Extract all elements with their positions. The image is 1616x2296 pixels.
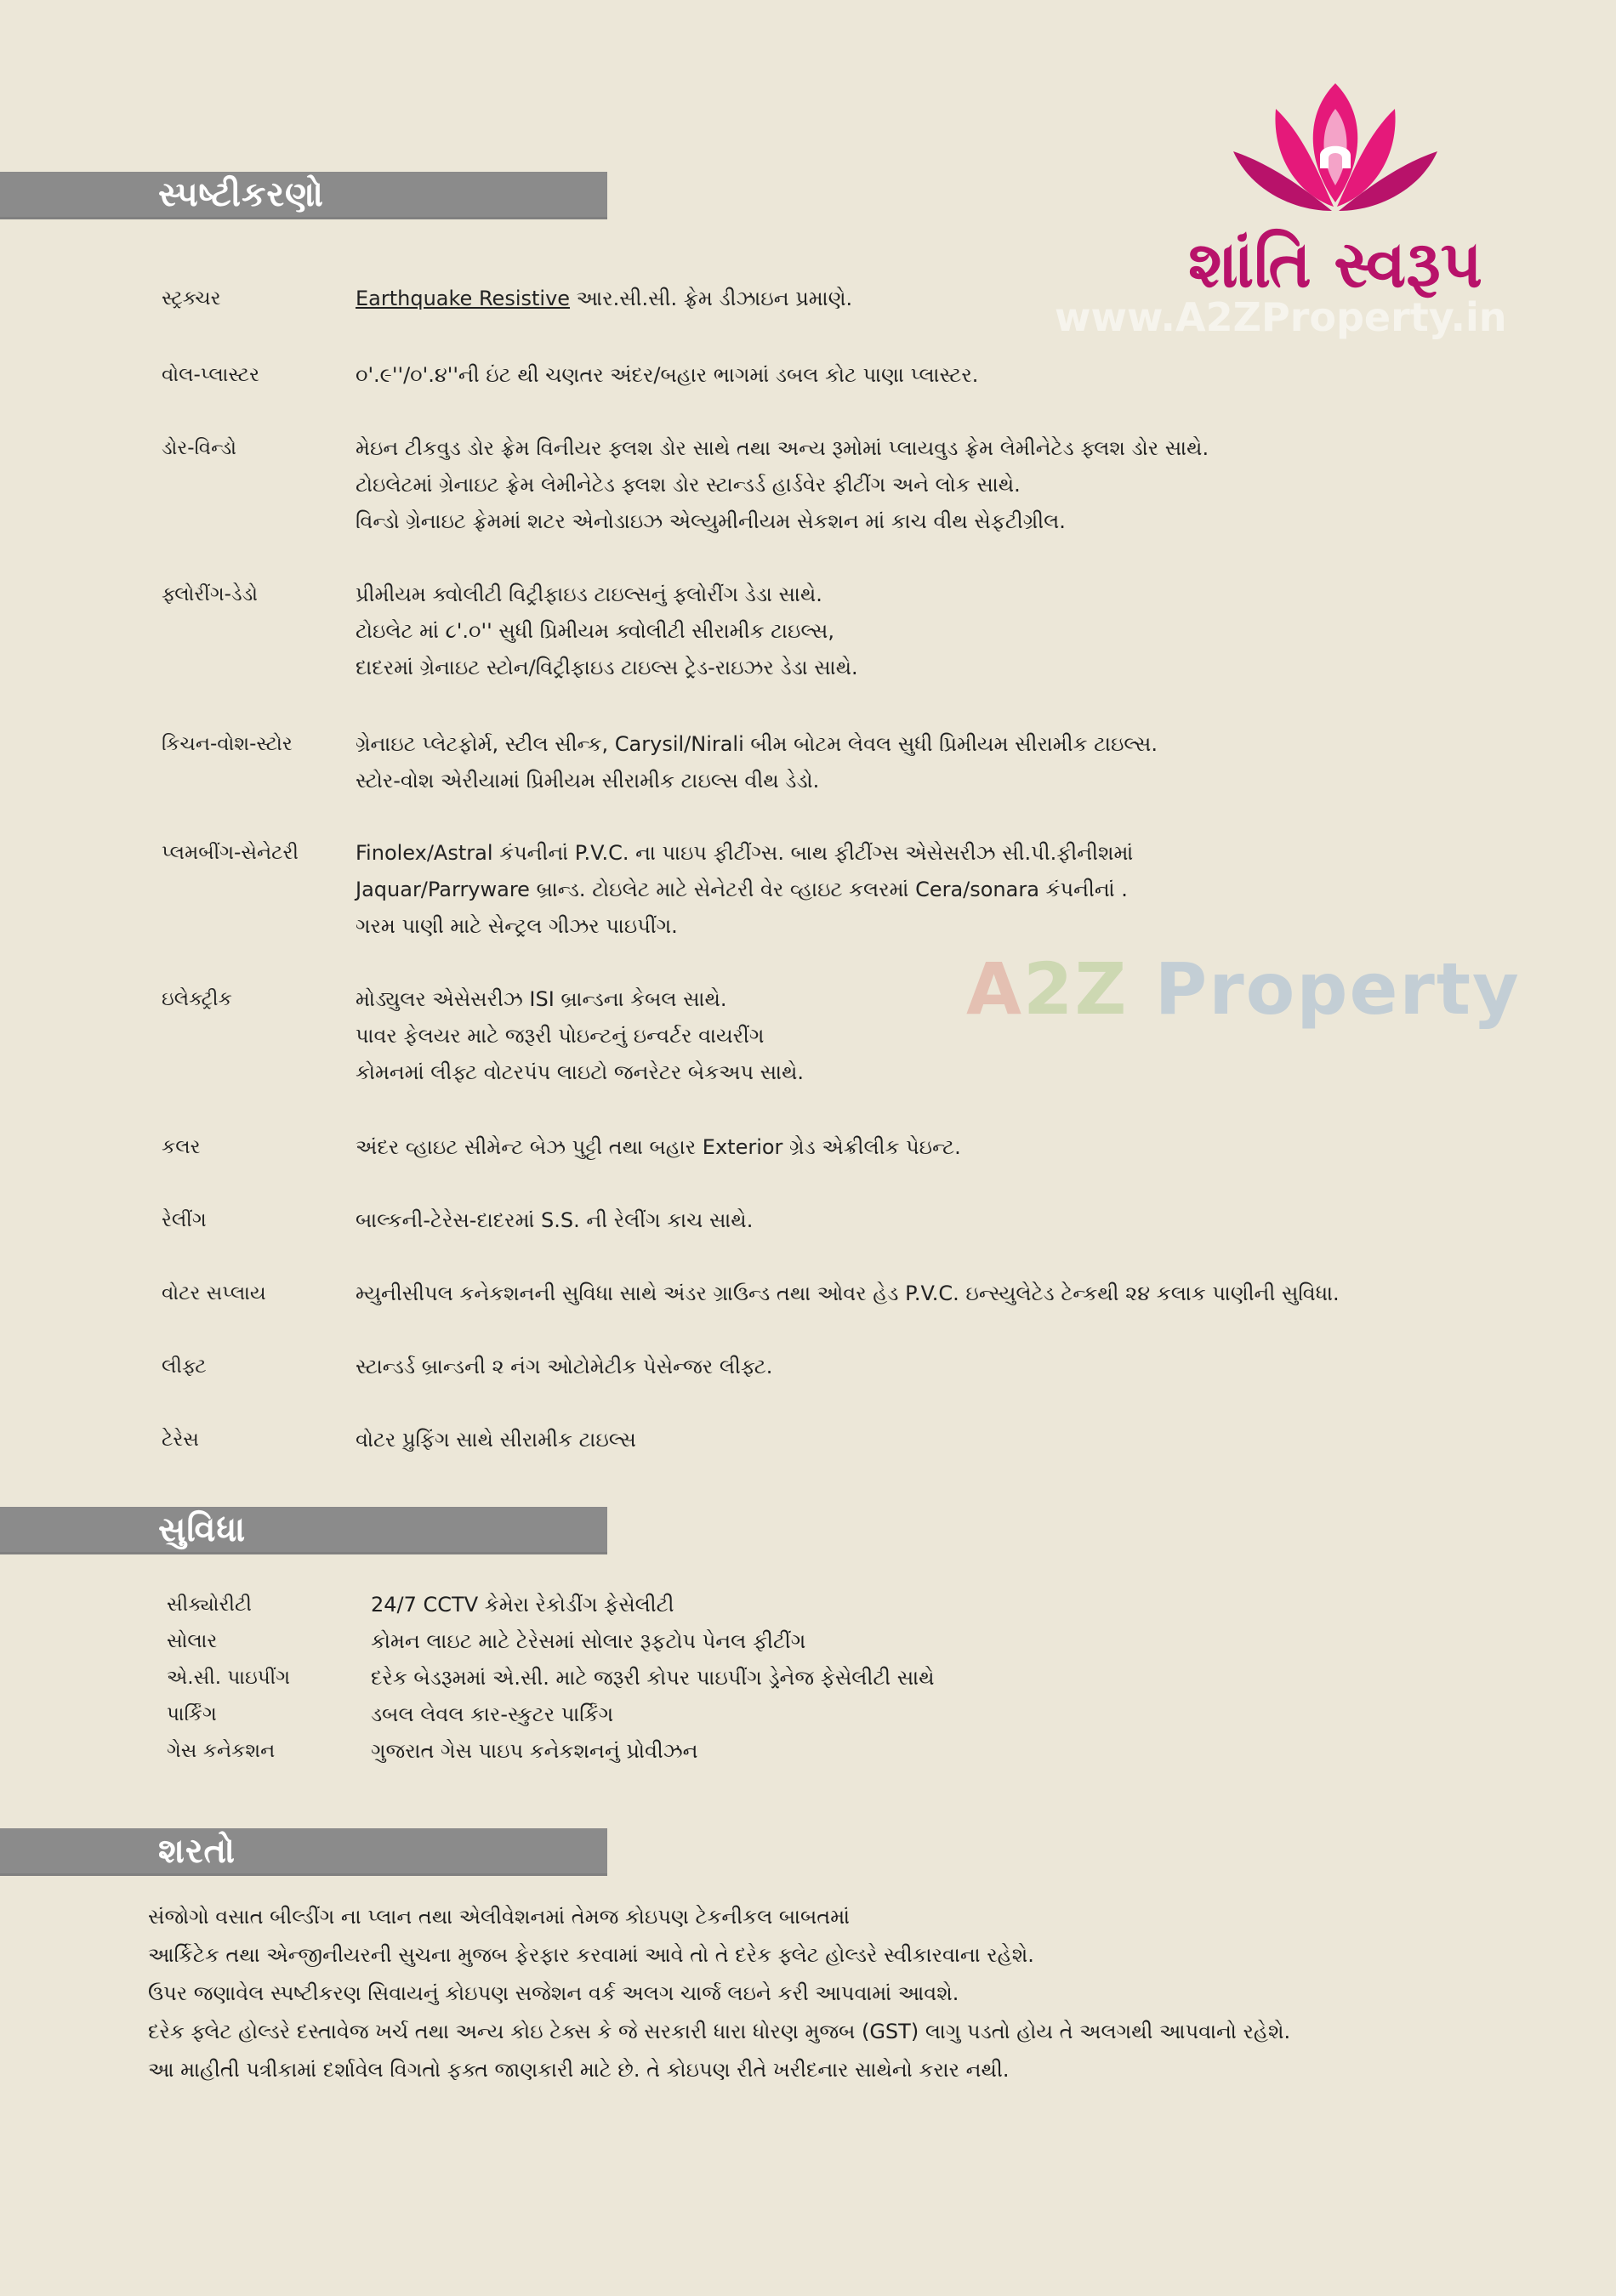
- spec-label: કલર: [162, 1136, 201, 1158]
- spec-line: ગ્રેનાઇટ પ્લેટફોર્મ, સ્ટીલ સીન્ક, Carysil/Nirali બીમ બોટમ લેવલ સુધી પ્રિમીયમ સીરામીક ટાઇલ્સ.: [356, 732, 1158, 756]
- terms-list: [148, 1898, 1577, 2089]
- spec-line: Jaquar/Parryware બ્રાન્ડ. ટોઇલેટ માટે સેનેટરી વેર વ્હાઇટ કલરમાં Cera/sonara કંપનીનાં .: [356, 878, 1128, 901]
- terms-section-title: શરતો: [158, 1832, 236, 1871]
- terms-line: દરેક ફ્લેટ હોલ્ડરે દસ્તાવેજ ખર્ચ તથા અન્ય કોઇ ટેક્સ કે જે સરકારી ધારા ધોરણ મુજબ (GST) લાગુ પડતો હોય તે અલગથી આપવાનો રહેશે.: [148, 2020, 1291, 2043]
- specs-section-header: [0, 172, 607, 219]
- spec-line: વિન્ડો ગ્રેનાઇટ ફ્રેમમાં શટર એનોડાઇઝ એલ્યુમીનીયમ સેકશન માં કાચ વીથ સેફટીગ્રીલ.: [356, 509, 1066, 533]
- spec-value: [356, 357, 1563, 394]
- terms-line: ઉપર જણાવેલ સ્પષ્ટીકરણ સિવાયનું કોઇપણ સજેશન વર્ક અલગ ચાર્જ લઇને કરી આપવામાં આવશે.: [148, 1981, 959, 2005]
- spec-line: Earthquake Resistive: [356, 287, 571, 310]
- spec-value: [356, 1349, 1563, 1385]
- spec-line: Finolex/Astral કંપનીનાં P.V.C. ના પાઇપ ફીટીંગ્સ. બાથ ફીટીંગ્સ એસેસરીઝ સી.પી.ફીનીશમાં: [356, 841, 1134, 865]
- spec-line: બાલ્કની-ટેરેસ-દાદરમાં S.S. ની રેલીંગ કાચ સાથે.: [356, 1208, 754, 1232]
- facility-value: દરેક બેડરૂમમાં એ.સી. માટે જરૂરી કોપર પાઇપીંગ ડ્રેનેજ ફેસેલીટી સાથે: [371, 1666, 935, 1690]
- spec-line: વોટર પ્રુફિંગ સાથે સીરામીક ટાઇલ્સ: [356, 1428, 636, 1452]
- spec-line: મ્યુનીસીપલ કનેકશનની સુવિધા સાથે અંડર ગ્રાઉન્ડ તથા ઓવર હેડ P.V.C. ઇન્સ્યુલેટેડ ટેન્કથી ૨૪ કલાક પાણીની સુવિધા.: [356, 1282, 1340, 1305]
- logo-text: શાંતિ સ્વરૂપ: [1188, 226, 1482, 302]
- spec-label: ઇલેક્ટ્રીક: [162, 988, 232, 1010]
- spec-value: [356, 1276, 1563, 1312]
- lotus-icon: [1225, 75, 1446, 228]
- spec-label: રેલીંગ: [162, 1209, 207, 1231]
- spec-label: વોલ-પ્લાસ્ટર: [162, 364, 260, 386]
- spec-label: લીફ્ટ: [162, 1355, 207, 1378]
- spec-line: આર.સી.સી. ફ્રેમ ડીઝાઇન પ્રમાણે.: [570, 287, 853, 310]
- facility-value: 24/7 CCTV કેમેરા રેકોડીંગ ફેસેલીટી: [371, 1593, 674, 1617]
- terms-line: સંજોગો વસાત બીલ્ડીંગ ના પ્લાન તથા એલીવેશનમાં તેમજ કોઇપણ ટેકનીકલ બાબતમાં: [148, 1905, 851, 1929]
- spec-label: ટેરેસ: [162, 1429, 199, 1451]
- spec-line: દાદરમાં ગ્રેનાઇટ સ્ટોન/વિટ્રીફાઇડ ટાઇલ્સ ટ્રેડ-રાઇઝર ડેડા સાથે.: [356, 656, 858, 679]
- facilities-section-header: [0, 1507, 607, 1554]
- spec-line: મેઇન ટીકવુડ ડોર ફ્રેમ વિનીયર ફ્લશ ડોર સાથે તથા અન્ય રૂમોમાં પ્લાયવુડ ફ્રેમ લેમીનેટેડ ફ્લશ ડોર સાથે.: [356, 436, 1209, 460]
- watermark-brand-c: Property: [1154, 947, 1521, 1031]
- spec-value: [356, 1422, 1563, 1458]
- spec-label: ડોર-વિન્ડો: [162, 437, 236, 459]
- spec-value: [356, 1202, 1563, 1239]
- facility-value: ડબલ લેવલ કાર-સ્કુટર પાર્કિંગ: [371, 1702, 614, 1726]
- facility-value: ગુજરાત ગેસ પાઇપ કનેકશનનું પ્રોવીઝન: [371, 1739, 698, 1763]
- spec-value: [356, 835, 1563, 945]
- spec-line: ટોઇલેટ માં ૮'.૦'' સુધી પ્રિમીયમ ક્વોલીટી સીરામીક ટાઇલ્સ,: [356, 619, 835, 643]
- spec-label: કિચન-વોશ-સ્ટોર: [162, 733, 293, 755]
- terms-line: આ માહીતી પત્રીકામાં દર્શાવેલ વિગતો ફક્ત જાણકારી માટે છે. તે કોઇપણ રીતે ખરીદનાર સાથેનો કરાર નથી.: [148, 2058, 1010, 2082]
- spec-value: [356, 281, 1563, 317]
- spec-label: સ્ટ્રક્ચર: [162, 287, 221, 310]
- spec-line: કોમનમાં લીફ્ટ વોટરપંપ લાઇટો જનરેટર બેકઅપ સાથે.: [356, 1060, 805, 1084]
- spec-line: ગરમ પાણી માટે સેન્ટ્રલ ગીઝર પાઇપીંગ.: [356, 914, 678, 938]
- spec-value: [356, 430, 1563, 540]
- spec-line: પ્રીમીયમ ક્વોલીટી વિટ્રીફાઇડ ટાઇલ્સનું ફ્લોરીંગ ડેડા સાથે.: [356, 583, 822, 606]
- watermark-url: www.A2ZProperty.in: [1055, 294, 1507, 340]
- spec-line: મોડ્યુલર એસેસરીઝ ISI બ્રાન્ડના કેબલ સાથે.: [356, 987, 727, 1011]
- spec-line: પાવર ફેલયર માટે જરૂરી પોઇન્ટનું ઇન્વર્ટર વાયરીંગ: [356, 1024, 765, 1048]
- facilities-section-title: સુવિધા: [158, 1510, 247, 1549]
- spec-line: ટોઇલેટમાં ગ્રેનાઇટ ફ્રેમ લેમીનેટેડ ફ્લશ ડોર સ્ટાન્ડર્ડ હાર્ડવેર ફીટીંગ અને લોક સાથે.: [356, 473, 1021, 497]
- spec-label: પ્લમબીંગ-સેનેટરી: [162, 842, 299, 864]
- spec-line: ૦'.૯''/૦'.૪''ની ઇંટ થી ચણતર અંદર/બહાર ભાગમાં ડબલ કોટ પાણા પ્લાસ્ટર.: [356, 363, 979, 387]
- spec-label: વોટર સપ્લાય: [162, 1282, 266, 1304]
- spec-label: ફ્લોરીંગ-ડેડો: [162, 583, 258, 605]
- spec-line: સ્ટોર-વોશ એરીયામાં પ્રિમીયમ સીરામીક ટાઇલ્સ વીથ ડેડો.: [356, 769, 820, 793]
- spec-value: [356, 1129, 1563, 1166]
- facility-label: એ.સી. પાઇપીંગ: [167, 1667, 291, 1689]
- watermark-brand-a: A: [966, 947, 1024, 1031]
- terms-section-header: [0, 1828, 607, 1876]
- facility-label: પાર્કિંગ: [167, 1703, 217, 1725]
- specs-section-title: સ્પષ્ટીકરણો: [158, 175, 324, 214]
- spec-line: અંદર વ્હાઇટ સીમેન્ટ બેઝ પુટ્ટી તથા બહાર Exterior ગ્રેડ એક્રીલીક પેઇન્ટ.: [356, 1135, 961, 1159]
- watermark-brand: [966, 947, 1521, 1031]
- facility-label: સોલાર: [167, 1630, 218, 1652]
- spec-value: [356, 726, 1563, 799]
- facility-value: કોમન લાઇટ માટે ટેરેસમાં સોલાર રૂફટોપ પેનલ ફીટીંગ: [371, 1629, 806, 1653]
- terms-line: આર્કિટેક તથા એન્જીનીયરની સુચના મુજબ ફેરફાર કરવામાં આવે તો તે દરેક ફ્લેટ હોલ્ડરે સ્વીકારવાના રહેશે.: [148, 1943, 1034, 1967]
- facility-label: સીક્યોરીટી: [167, 1594, 252, 1616]
- spec-line: સ્ટાન્ડર્ડ બ્રાન્ડની ૨ નંગ ઓટોમેટીક પેસેન્જર લીફ્ટ.: [356, 1355, 773, 1378]
- watermark-brand-b: 2Z: [1023, 947, 1155, 1031]
- facility-label: ગેસ કનેકશન: [167, 1740, 276, 1762]
- spec-value: [356, 577, 1563, 686]
